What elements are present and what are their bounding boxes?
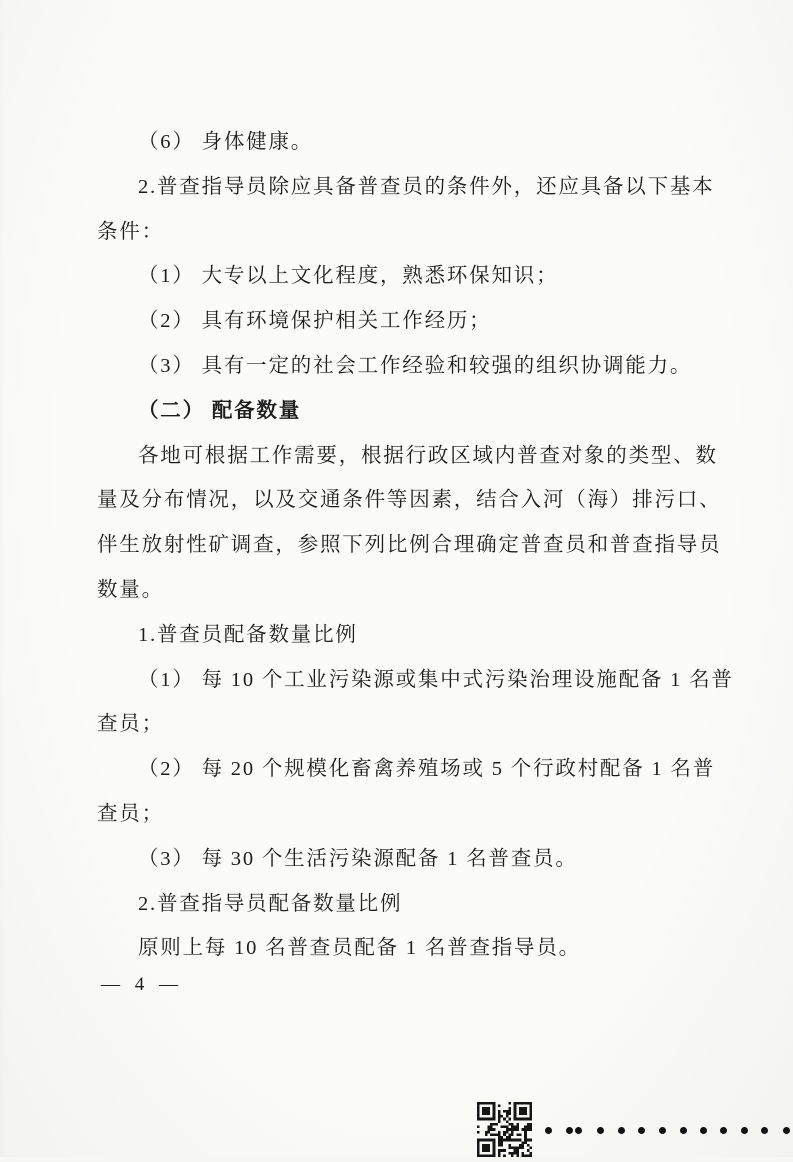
text-line: 量及分布情况，以及交通条件等因素，结合入河（海）排污口、 <box>97 489 722 512</box>
dot <box>575 1127 582 1134</box>
text-line: 查员； <box>97 713 164 736</box>
text-line: （3） 具有一定的社会工作经验和较强的组织协调能力。 <box>138 354 693 377</box>
qr-code-icon <box>477 1102 532 1157</box>
dot <box>597 1127 604 1134</box>
text-line: 伴生放射性矿调查，参照下列比例合理确定普查员和普查指导员 <box>97 534 722 557</box>
text-line: 查员； <box>97 802 164 825</box>
dot <box>720 1127 727 1134</box>
text-line: （1） 每 10 个工业污染源或集中式污染治理设施配备 1 名普 <box>138 668 734 691</box>
text-line: （2） 每 20 个规模化畜禽养殖场或 5 个行政村配备 1 名普 <box>138 758 716 781</box>
dot <box>618 1127 625 1134</box>
dot <box>638 1127 645 1134</box>
text-line: 各地可根据工作需要，根据行政区域内普查对象的类型、数 <box>138 444 718 467</box>
dot <box>783 1127 790 1134</box>
dot <box>700 1127 707 1134</box>
dot <box>761 1127 768 1134</box>
text-line: 2.普查指导员除应具备普查员的条件外，还应具备以下基本 <box>138 175 715 198</box>
page-number: — 4 — <box>101 974 183 995</box>
text-line: （3） 每 30 个生活污染源配备 1 名普查员。 <box>138 847 578 870</box>
dot <box>566 1127 573 1134</box>
text-line: 原则上每 10 名普查员配备 1 名普查指导员。 <box>138 937 581 960</box>
document-body <box>97 120 734 971</box>
dot <box>659 1127 666 1134</box>
dot <box>680 1127 687 1134</box>
text-line: 2.普查指导员配备数量比例 <box>138 892 403 915</box>
text-line: （二） 配备数量 <box>138 399 302 422</box>
text-line: 数量。 <box>97 578 164 601</box>
text-line: 条件： <box>97 220 164 243</box>
text-line: （2） 具有环境保护相关工作经历； <box>138 310 492 333</box>
dot <box>741 1127 748 1134</box>
dot <box>545 1127 552 1134</box>
text-line: （1） 大专以上文化程度，熟悉环保知识； <box>138 265 559 288</box>
text-line: （6） 身体健康。 <box>138 131 314 153</box>
qr-modules <box>477 1102 532 1157</box>
text-line: 1.普查员配备数量比例 <box>138 623 358 646</box>
